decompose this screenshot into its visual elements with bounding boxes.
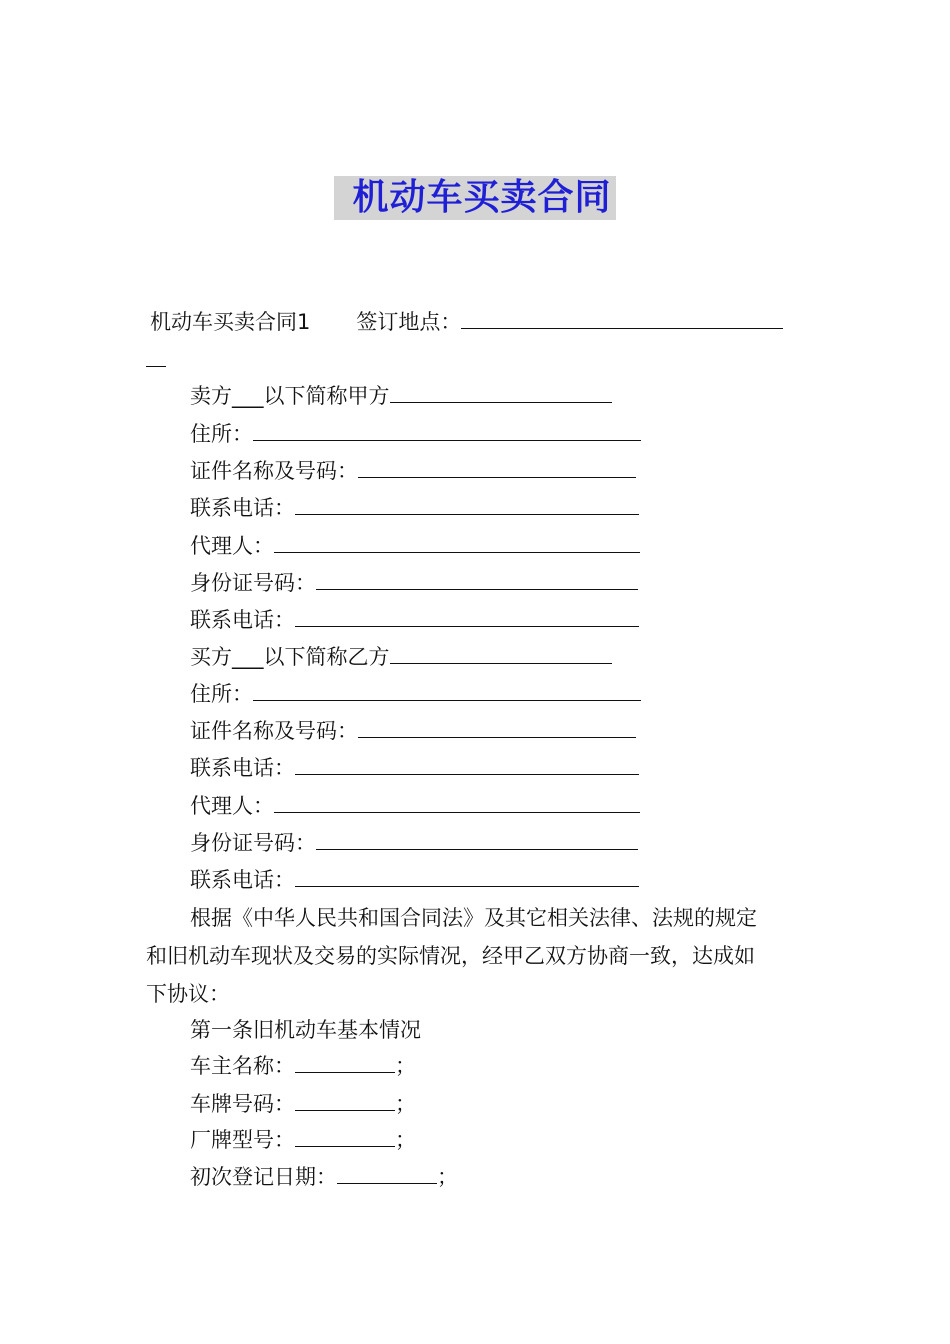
buyer-address-blank: [253, 680, 641, 701]
sign-place-label: 签订地点：: [356, 310, 462, 334]
buyer-address: 住所：: [190, 680, 641, 708]
sign-place-blank: [461, 308, 783, 329]
buyer-id-doc-blank: [358, 717, 636, 738]
buyer-id-number-blank: [316, 829, 638, 850]
buyer-phone: 联系电话：: [190, 754, 639, 782]
sign-place-continuation: [146, 346, 166, 374]
sign-place-blank-tail: [146, 346, 166, 367]
seller-agent: 代理人：: [190, 532, 640, 560]
buyer-phone-blank: [295, 754, 639, 775]
first-reg-date-blank: [337, 1163, 437, 1184]
article1-heading: 第一条旧机动车基本情况: [190, 1018, 421, 1042]
para1-line3: 下协议：: [146, 982, 230, 1006]
first-reg-date-line: 初次登记日期： ；: [190, 1165, 458, 1189]
intro-line: [150, 308, 783, 336]
seller-agent-phone-blank: [295, 606, 639, 627]
doc-title: 机动车买卖合同: [334, 176, 615, 220]
owner-name-line: 车主名称： ；: [190, 1054, 416, 1078]
buyer-agent-phone-blank: [295, 866, 639, 887]
model-line: 厂牌型号： ；: [190, 1128, 416, 1152]
model-blank: [295, 1126, 395, 1147]
para1-line1: 根据《中华人民共和国合同法》及其它相关法律、法规的规定: [190, 906, 757, 930]
intro-label: 机动车买卖合同1: [150, 310, 311, 334]
seller-id-doc: 证件名称及号码：: [190, 457, 636, 485]
buyer-agent-blank: [274, 792, 640, 813]
seller-agent-phone: 联系电话：: [190, 606, 639, 634]
seller-phone-blank: [295, 494, 639, 515]
seller-id-doc-blank: [358, 457, 636, 478]
seller-name-blank: [390, 382, 612, 403]
plate-number-line: 车牌号码： ；: [190, 1092, 416, 1116]
seller-id-number-blank: [316, 569, 638, 590]
owner-name-blank: [295, 1052, 395, 1073]
buyer-agent: 代理人：: [190, 792, 640, 820]
seller-address-blank: [253, 420, 641, 441]
seller-address: 住所：: [190, 420, 641, 448]
seller-agent-blank: [274, 532, 640, 553]
buyer-name-blank: [390, 643, 612, 664]
buyer-heading: 买方___以下简称乙方: [190, 643, 612, 671]
para1-line2: 和旧机动车现状及交易的实际情况，经甲乙双方协商一致，达成如: [146, 944, 755, 968]
seller-heading: 卖方___以下简称甲方: [190, 382, 612, 410]
buyer-id-number: 身份证号码：: [190, 829, 638, 857]
title-wrap: [0, 176, 950, 220]
seller-phone: 联系电话：: [190, 494, 639, 522]
buyer-id-doc: 证件名称及号码：: [190, 717, 636, 745]
seller-id-number: 身份证号码：: [190, 569, 638, 597]
plate-number-blank: [295, 1090, 395, 1111]
buyer-agent-phone: 联系电话：: [190, 866, 639, 894]
